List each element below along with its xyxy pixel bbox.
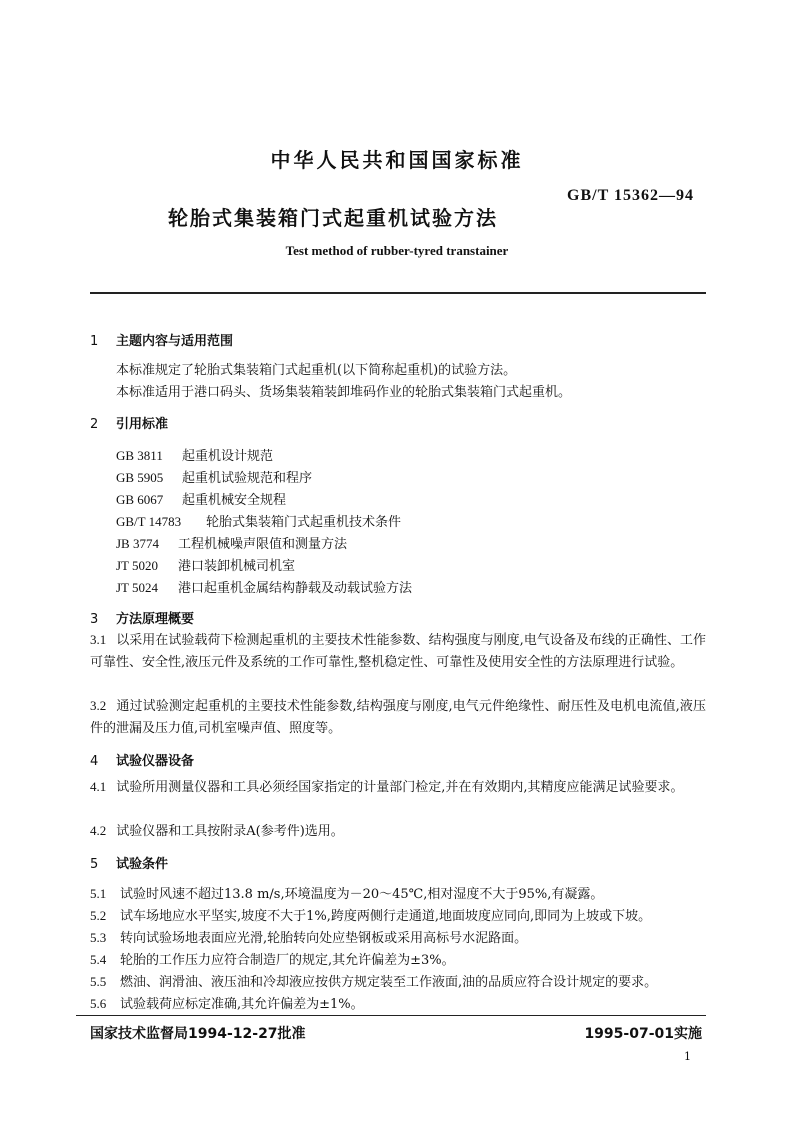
condition-item: [90, 949, 455, 968]
standard-number: [567, 185, 694, 205]
section-heading-1: [90, 330, 233, 349]
page-number: 1: [684, 1050, 691, 1063]
clause-text: 试验载荷应标定准确,其允许偏差为±1%。: [120, 997, 364, 1012]
section-heading-3: [90, 608, 194, 627]
clause-4-1: [90, 776, 706, 799]
section-number: 1: [90, 334, 99, 349]
clause-number: 5.3: [90, 930, 107, 945]
reference-item: [116, 577, 412, 596]
clause-text: 试验时风速不超过13.8 m/s,环境温度为－20～45℃,相对湿度不大于95%,有凝露。: [120, 887, 604, 902]
section-title: 试验条件: [116, 857, 169, 872]
section-heading-5: [90, 853, 168, 872]
national-standard-heading: 中华人民共和国国家标准: [270, 148, 524, 172]
section-heading-2: [90, 413, 168, 432]
reference-title: 起重机械安全规程: [182, 493, 287, 508]
clause-text: 燃油、润滑油、液压油和冷却液应按供方规定装至工作液面,油的品质应符合设计规定的要求。: [120, 975, 658, 990]
reference-title: 工程机械噪声限值和测量方法: [178, 537, 348, 552]
clause-number: 4.2: [90, 823, 107, 838]
reference-code: GB 6067: [116, 492, 164, 507]
reference-code: JB 3774: [116, 536, 159, 551]
reference-code: GB 5905: [116, 470, 164, 485]
section-title: 主题内容与适用范围: [116, 334, 234, 349]
reference-code: JT 5024: [116, 580, 159, 595]
section-title: 试验仪器设备: [116, 754, 195, 769]
reference-item: [116, 533, 347, 552]
reference-item: [116, 489, 286, 508]
reference-title: 起重机设计规范: [182, 449, 274, 464]
clause-text: 转向试验场地表面应光滑,轮胎转向处应垫钢板或采用高标号水泥路面。: [120, 931, 528, 946]
clause-number: 5.6: [90, 996, 107, 1011]
clause-number: 5.5: [90, 974, 107, 989]
clause-text: 试验仪器和工具按附录A(参考件)选用。: [116, 824, 344, 839]
clause-number: 5.4: [90, 952, 107, 967]
approval-date: 国家技术监督局1994-12-27批准: [90, 1026, 306, 1042]
reference-item: [116, 467, 312, 486]
clause-text: 通过试验测定起重机的主要技术性能参数,结构强度与刚度,电气元件绝缘性、耐压性及电机电流值,液压件的泄漏及压力值,司机室噪声值、照度等。: [90, 699, 706, 736]
section-number: 4: [90, 754, 99, 769]
clause-text: 轮胎的工作压力应符合制造厂的规定,其允许偏差为±3%。: [120, 953, 455, 968]
clause-text: 试验所用测量仪器和工具必须经国家指定的计量部门检定,并在有效期内,其精度应能满足试验要求。: [116, 780, 684, 795]
section-1-line-1: 本标准规定了轮胎式集装箱门式起重机(以下简称起重机)的试验方法。: [116, 363, 517, 378]
clause-4-2: [90, 820, 706, 843]
section-title: 引用标准: [116, 417, 169, 432]
reference-item: [116, 511, 401, 530]
clause-text: 试车场地应水平坚实,坡度不大于1%,跨度两侧行走通道,地面坡度应同向,即同为上坡或下坡。: [120, 909, 652, 924]
clause-number: 3.2: [90, 698, 107, 713]
reference-title: 轮胎式集装箱门式起重机技术条件: [206, 515, 402, 530]
clause-number: 4.1: [90, 779, 107, 794]
document-title-en: Test method of rubber-tyred transtainer: [285, 243, 509, 258]
reference-title: 港口装卸机械司机室: [178, 559, 296, 574]
section-title: 方法原理概要: [116, 612, 195, 627]
clause-number: 5.1: [90, 886, 107, 901]
standard-number-text: GB/T 15362—94: [567, 187, 694, 204]
footer-divider: [76, 1015, 706, 1016]
condition-item: [90, 927, 527, 946]
clause-text: 以采用在试验载荷下检测起重机的主要技术性能参数、结构强度与刚度,电气设备及布线的正确性、工作可靠性、安全性,液压元件及系统的工作可靠性,整机稳定性、可靠性及使用安全性的方法原理进行试验。: [90, 633, 706, 670]
clause-number: 3.1: [90, 632, 107, 647]
reference-code: GB 3811: [116, 448, 163, 463]
clause-3-2: [90, 695, 706, 740]
reference-title: 港口起重机金属结构静载及动载试验方法: [178, 581, 413, 596]
section-1-line-2: 本标准适用于港口码头、货场集装箱装卸堆码作业的轮胎式集装箱门式起重机。: [116, 385, 572, 400]
section-heading-4: [90, 750, 194, 769]
condition-item: [90, 883, 603, 902]
section-number: 3: [90, 612, 99, 627]
reference-code: JT 5020: [116, 558, 159, 573]
section-number: 2: [90, 417, 99, 432]
reference-item: [116, 445, 273, 464]
header-divider: [90, 292, 706, 294]
section-number: 5: [90, 857, 99, 872]
reference-title: 起重机试验规范和程序: [182, 471, 313, 486]
effective-date: 1995-07-01实施: [584, 1026, 702, 1042]
clause-3-1: [90, 629, 706, 674]
condition-item: [90, 971, 657, 990]
condition-item: [90, 905, 651, 924]
condition-item: [90, 993, 364, 1012]
reference-code: GB/T 14783: [116, 514, 182, 529]
document-title-zh: 轮胎式集装箱门式起重机试验方法: [168, 206, 498, 230]
reference-item: [116, 555, 295, 574]
clause-number: 5.2: [90, 908, 107, 923]
